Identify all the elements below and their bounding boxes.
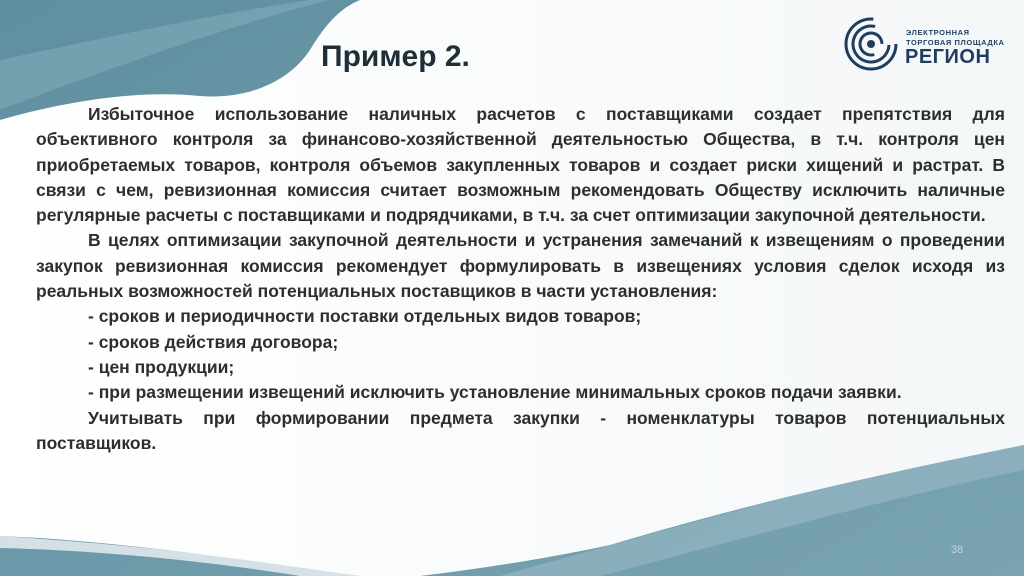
- logo-line-1: ЭЛЕКТРОННАЯ: [906, 28, 970, 37]
- paragraph: В целях оптимизации закупочной деятельности и устранения замечаний к извещениям о проведении закупок ревизионная комиссия рекомендует формулировать в извещениях условия сделок исходя из реальных возможностей потенциальных поставщиков в части установления:: [36, 230, 1005, 302]
- list-item: - цен продукции;: [88, 356, 235, 377]
- logo-line-2: ТОРГОВАЯ ПЛОЩАДКА: [906, 38, 1005, 47]
- page-number: 38: [951, 544, 964, 556]
- logo-name: РЕГИОН: [905, 46, 991, 68]
- paragraph: Избыточное использование наличных расчетов с поставщиками создает препятствия для объективного контроля за финансово-хозяйственной деятельностью Общества, в т.ч. контроля цен приобретаемых товаров, контроля объемов закупленных товаров и создает риски хищений и растрат. В связи с чем, ревизионная комиссия считает возможным рекомендовать Обществу исключить наличные регулярные расчеты с поставщиками и подрядчиками, в т.ч. за счет оптимизации закупочной деятельности.: [36, 104, 1005, 226]
- list-item: - сроков действия договора;: [88, 331, 339, 352]
- swirl-logo-icon: [843, 16, 899, 72]
- slide-body: [36, 102, 1005, 456]
- list-item: - сроков и периодичности поставки отдельных видов товаров;: [88, 306, 642, 327]
- closing-paragraph: Учитывать при формировании предмета закупки - номенклатуры товаров потенциальных поставщиков.: [36, 407, 1005, 453]
- list-item: - при размещении извещений исключить установление минимальных сроков подачи заявки.: [88, 382, 902, 403]
- slide-title: Пример 2.: [321, 40, 470, 73]
- company-logo: [843, 16, 1013, 72]
